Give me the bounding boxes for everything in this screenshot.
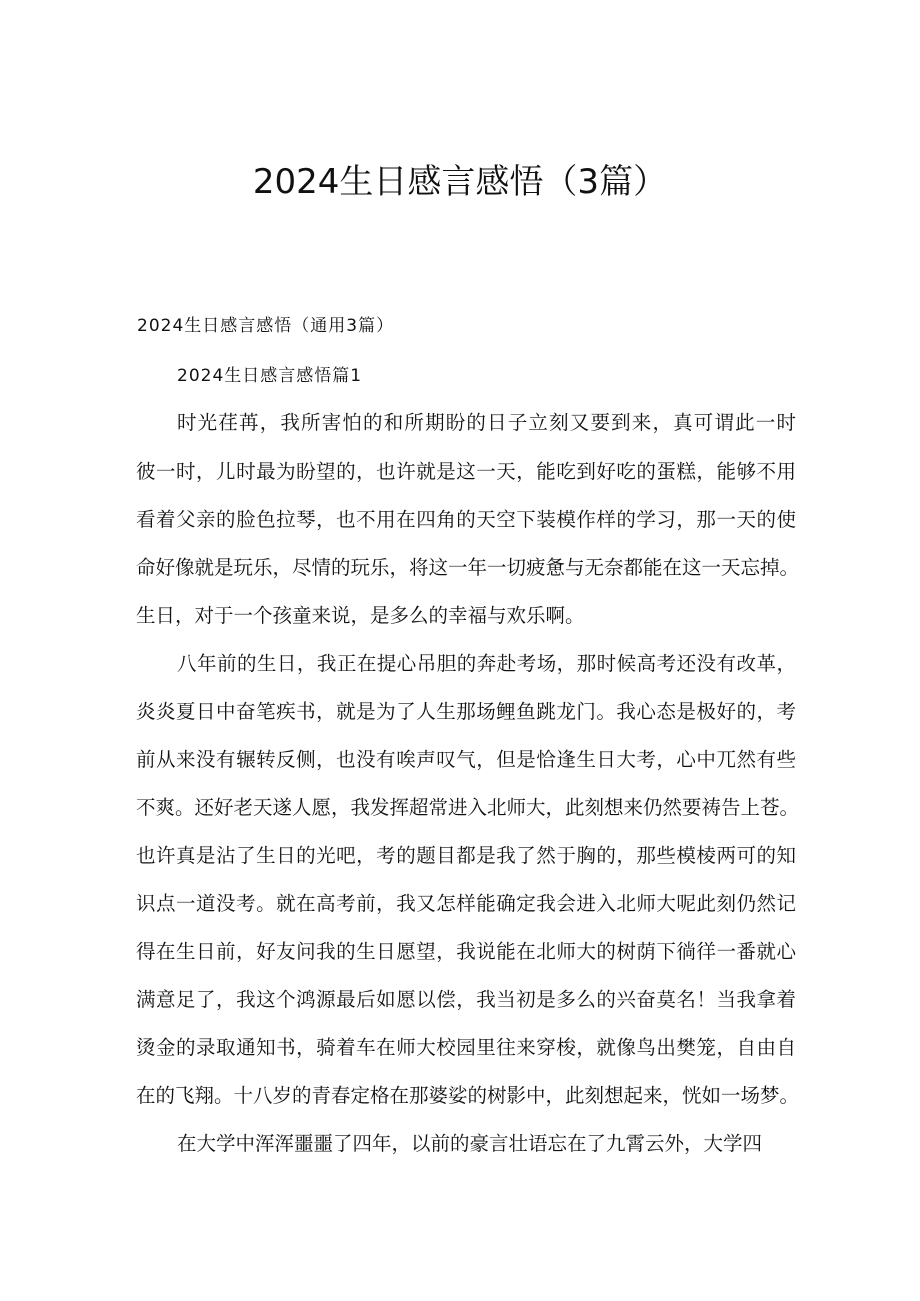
paragraph-line: 命好像就是玩乐，尽情的玩乐，将这一年一切疲惫与无奈都能在这一天忘掉。 [136, 556, 800, 579]
paragraph-line: 识点一道没考。就在高考前，我又怎样能确定我会进入北师大呢此刻仍然记 [136, 892, 796, 915]
paragraph-line: 不爽。还好老天遂人愿，我发挥超常进入北师大，此刻想来仍然要祷告上苍。 [136, 796, 800, 819]
paragraph-line: 八年前的生日，我正在提心吊胆的奔赴考场，那时候高考还没有改革， [177, 652, 796, 675]
paragraph-line: 也许真是沾了生日的光吧，考的题目都是我了然于胸的，那些模棱两可的知 [136, 844, 796, 867]
paragraph-line: 前从来没有辗转反侧，也没有唉声叹气，但是恰逢生日大考，心中兀然有些 [136, 748, 796, 771]
paragraph-line: 得在生日前，好友问我的生日愿望，我说能在北师大的树荫下徜徉一番就心 [136, 940, 796, 963]
paragraph-line: 在大学中浑浑噩噩了四年，以前的豪言壮语忘在了九霄云外，大学四 [177, 1132, 763, 1155]
document-title: 2024生日感言感悟（3篇） [252, 162, 668, 202]
paragraph-line: 烫金的录取通知书，骑着车在师大校园里往来穿梭，就像鸟出樊笼，自由自 [136, 1036, 796, 1059]
document-subtitle: 2024生日感言感悟（通用3篇） [137, 316, 395, 336]
paragraph-line: 炎炎夏日中奋笔疾书，就是为了人生那场鲤鱼跳龙门。我心态是极好的，考 [136, 700, 796, 723]
paragraph-line: 时光荏苒，我所害怕的和所期盼的日子立刻又要到来，真可谓此一时 [177, 411, 796, 434]
paragraph-line: 满意足了，我这个鸿源最后如愿以偿，我当初是多么的兴奋莫名！当我拿着 [136, 988, 796, 1011]
paragraph-line: 彼一时，儿时最为盼望的，也许就是这一天，能吃到好吃的蛋糕，能够不用 [136, 460, 796, 483]
paragraph-line: 生日，对于一个孩童来说，是多么的幸福与欢乐啊。 [136, 604, 585, 627]
paragraph-line: 在的飞翔。十八岁的青春定格在那婆娑的树影中，此刻想起来，恍如一场梦。 [136, 1084, 800, 1107]
paragraph-line: 看着父亲的脸色拉琴，也不用在四角的天空下装模作样的学习，那一天的使 [136, 508, 796, 531]
section-heading: 2024生日感言感悟篇1 [177, 366, 363, 386]
